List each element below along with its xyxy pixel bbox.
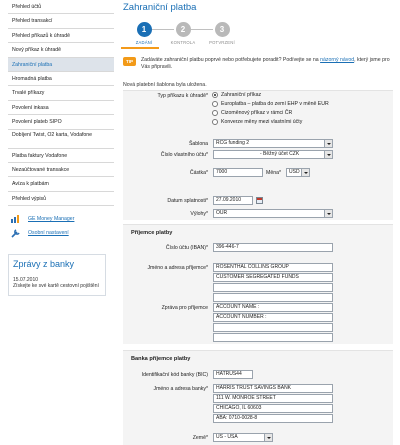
beneficiary-name-line-2[interactable]: CUSTOMER SEGREGATED FUNDS bbox=[213, 273, 333, 282]
bank-news-date: 15.07.2010 bbox=[13, 277, 39, 284]
bank-title: Banka příjemce platby bbox=[131, 356, 191, 362]
fees-label: Výlohy* bbox=[190, 211, 208, 217]
sidebar-item[interactable] bbox=[8, 149, 114, 163]
country-label: Země* bbox=[192, 435, 208, 441]
sidebar-item-label: Hromadná platba bbox=[12, 75, 52, 82]
order-type-foreign-currency-cz[interactable] bbox=[212, 110, 292, 116]
template-label: Šablona bbox=[188, 141, 208, 147]
calendar-icon[interactable] bbox=[256, 197, 263, 204]
chevron-down-icon bbox=[301, 169, 309, 176]
bic-input[interactable]: HATRUS44 bbox=[213, 370, 253, 379]
template-value: RCG funding 2 bbox=[216, 140, 250, 146]
tip-badge: TIP bbox=[123, 57, 136, 66]
main-content bbox=[120, 0, 395, 445]
sidebar-item[interactable] bbox=[8, 192, 114, 206]
sidebar-item-label: Nezaúčtované transakce bbox=[12, 166, 70, 173]
step-label: ZADÁNÍ bbox=[135, 40, 153, 45]
amount-label: Částka* bbox=[189, 170, 208, 176]
beneficiary-name-line-3[interactable] bbox=[213, 283, 333, 292]
sidebar-item-label: Přehled výpisů bbox=[12, 195, 47, 202]
step-number: 3 bbox=[215, 22, 230, 37]
bank-news-title: Zprávy z banky bbox=[13, 259, 75, 270]
sidebar-item[interactable] bbox=[8, 29, 114, 43]
sidebar-item[interactable] bbox=[8, 177, 114, 191]
sidebar-item[interactable] bbox=[8, 14, 114, 28]
sidebar-item-label: Avíza k platbám bbox=[12, 181, 49, 188]
message-label: Zpráva pro příjemce bbox=[161, 305, 208, 311]
sidebar-item[interactable] bbox=[8, 163, 114, 177]
active-step-underline bbox=[121, 47, 159, 49]
sidebar-item[interactable] bbox=[8, 0, 114, 14]
sidebar-item-label: Povolení plateb SIPO bbox=[12, 119, 62, 126]
personal-settings-label: Osobní nastavení bbox=[28, 230, 69, 237]
radio-label: Cizoměnový příkaz v rámci ČR bbox=[221, 110, 293, 116]
ge-money-manager-label: GE Money Manager bbox=[28, 216, 75, 223]
sidebar-item-label: Přehled transakcí bbox=[12, 18, 53, 25]
bank-news-text[interactable]: Získejte ke své kartě cestovní pojištění bbox=[13, 283, 99, 290]
sidebar bbox=[8, 0, 114, 445]
radio-button[interactable] bbox=[212, 110, 218, 116]
bank-name-label: Jméno a adresa banky* bbox=[153, 386, 208, 392]
step-number: 1 bbox=[137, 22, 152, 37]
template-select[interactable] bbox=[213, 139, 333, 148]
due-date-label: Datum splatnosti* bbox=[167, 198, 208, 204]
due-date-input[interactable]: 27.09.2010 bbox=[213, 196, 253, 205]
message-line-1[interactable]: ACCOUNT NAME : bbox=[213, 303, 333, 312]
step-review bbox=[163, 22, 203, 45]
step-label: POTVRZENÍ bbox=[209, 40, 235, 45]
currency-value: USD bbox=[289, 169, 300, 175]
fees-select[interactable] bbox=[213, 209, 333, 218]
currency-label: Měna* bbox=[266, 170, 281, 176]
bank-name-line-1[interactable]: HARRIS TRUST SAVINGS BANK bbox=[213, 384, 333, 393]
sidebar-item[interactable] bbox=[8, 101, 114, 115]
beneficiary-name-fields bbox=[213, 263, 333, 303]
wizard-steps bbox=[124, 22, 244, 50]
sidebar-item[interactable] bbox=[8, 115, 114, 129]
sidebar-item-label: Platba faktury Vodafone bbox=[12, 152, 68, 159]
tip-text-start: Zadáváte zahraniční platbu poprvé nebo potřebujete poradit? Podívejte se na bbox=[141, 57, 321, 63]
sidebar-item-label: Dobíjení Twist, O2 karta, Vodafone bbox=[12, 132, 93, 139]
personal-settings-link[interactable] bbox=[10, 226, 114, 240]
tip-text bbox=[141, 57, 393, 71]
order-type-europlatba[interactable] bbox=[212, 101, 329, 107]
own-account-select[interactable] bbox=[213, 150, 333, 159]
beneficiary-title: Příjemce platby bbox=[131, 230, 173, 236]
order-type-foreign[interactable] bbox=[212, 92, 261, 98]
template-saved-message: Nová platební šablona byla uložena. bbox=[123, 82, 207, 88]
beneficiary-account-input[interactable]: 396-446-7 bbox=[213, 243, 333, 252]
wrench-icon bbox=[10, 228, 22, 238]
sidebar-item-label: Nový příkaz k úhradě bbox=[12, 47, 62, 54]
currency-select[interactable] bbox=[286, 168, 310, 177]
sidebar-item[interactable] bbox=[8, 58, 114, 72]
bank-name-fields bbox=[213, 384, 333, 424]
sidebar-item-label: Trvalé příkazy bbox=[12, 90, 45, 97]
message-line-3[interactable] bbox=[213, 323, 333, 332]
beneficiary-panel bbox=[123, 224, 393, 344]
bank-panel bbox=[123, 350, 393, 445]
sidebar-nav bbox=[8, 0, 114, 206]
step-entry bbox=[124, 22, 164, 45]
order-type-label: Typ příkazu k úhradě* bbox=[157, 93, 208, 99]
step-label: KONTROLA bbox=[170, 40, 196, 45]
country-value: US - USA bbox=[216, 434, 238, 440]
bank-news-box bbox=[8, 254, 106, 296]
chevron-down-icon bbox=[264, 434, 272, 441]
beneficiary-name-line-1[interactable]: ROSENTHAL COLLINS GROUP bbox=[213, 263, 333, 272]
sidebar-item[interactable] bbox=[8, 130, 114, 149]
sidebar-item-label: Přehled účtů bbox=[12, 4, 42, 10]
sidebar-item-label: Zahraniční platba bbox=[12, 61, 53, 68]
page-title: Zahraniční platba bbox=[123, 2, 197, 13]
radio-label: Konverze měny mezi vlastními účty bbox=[221, 119, 303, 125]
sidebar-item[interactable] bbox=[8, 72, 114, 86]
radio-label: Zahraniční příkaz bbox=[221, 92, 262, 98]
own-account-label: Číslo vlastního účtu* bbox=[160, 152, 208, 158]
beneficiary-name-line-4[interactable] bbox=[213, 293, 333, 302]
country-select[interactable] bbox=[213, 433, 273, 442]
message-fields bbox=[213, 303, 333, 343]
radio-button[interactable] bbox=[212, 92, 218, 98]
sidebar-item[interactable] bbox=[8, 43, 114, 57]
amount-input[interactable]: 7000 bbox=[213, 168, 263, 177]
fees-value: OUR bbox=[216, 210, 228, 216]
message-line-4[interactable] bbox=[213, 333, 333, 342]
chevron-down-icon bbox=[324, 210, 332, 217]
radio-button[interactable] bbox=[212, 101, 218, 107]
radio-button[interactable] bbox=[212, 119, 218, 125]
sidebar-item-label: Povolení inkasa bbox=[12, 104, 49, 111]
bank-name-line-4[interactable]: ABA: 0710-0028-8 bbox=[213, 414, 333, 423]
chevron-down-icon bbox=[324, 140, 332, 147]
step-number: 2 bbox=[176, 22, 191, 37]
order-type-conversion[interactable] bbox=[212, 119, 302, 125]
payment-form-panel bbox=[123, 90, 393, 220]
tip-text-end: , který jsme pro Vás připravili. bbox=[141, 57, 390, 71]
bic-label: Identifikační kód banky (BIC) bbox=[141, 372, 208, 378]
own-account-value: - Běžný účet CZK bbox=[260, 151, 300, 157]
chevron-down-icon bbox=[324, 151, 332, 158]
ge-money-manager-link[interactable] bbox=[10, 212, 114, 226]
sidebar-item-label: Přehled příkazů k úhradě bbox=[12, 32, 70, 39]
guide-link[interactable]: názorný návod bbox=[320, 57, 355, 63]
message-line-2[interactable]: ACCOUNT NUMBER : bbox=[213, 313, 333, 322]
beneficiary-name-label: Jméno a adresa příjemce* bbox=[147, 265, 208, 271]
sidebar-item[interactable] bbox=[8, 86, 114, 100]
chart-tool-icon bbox=[10, 214, 22, 224]
bank-name-line-2[interactable]: 111 W. MONROE STREET bbox=[213, 394, 333, 403]
radio-label: Europlatba – platba do zemí EHP v měně EUR bbox=[221, 101, 329, 107]
beneficiary-account-label: Číslo účtu (IBAN)* bbox=[165, 245, 208, 251]
step-confirm bbox=[202, 22, 242, 45]
bank-name-line-3[interactable]: CHICAGO, IL 60603 bbox=[213, 404, 333, 413]
